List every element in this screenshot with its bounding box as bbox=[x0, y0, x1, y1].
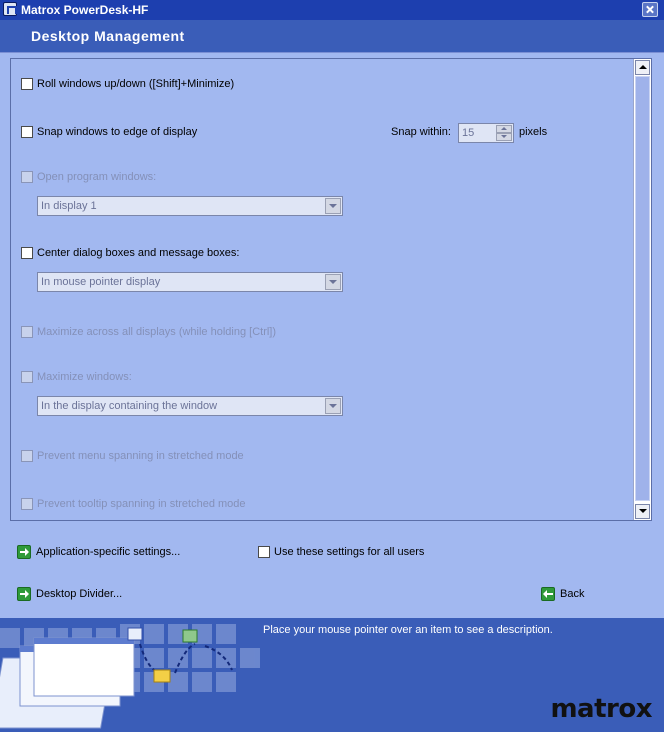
description-text: Place your mouse pointer over an item to see a description. bbox=[263, 624, 553, 636]
maximize-across-label: Maximize across all displays (while holding [Ctrl]) bbox=[37, 326, 277, 338]
prevent-tooltip-label: Prevent tooltip spanning in stretched mode bbox=[37, 498, 246, 510]
prevent-tooltip-checkbox bbox=[21, 498, 33, 510]
roll-windows-option[interactable] bbox=[21, 78, 234, 90]
roll-windows-checkbox[interactable] bbox=[21, 78, 33, 90]
maximize-windows-option bbox=[21, 371, 132, 383]
roll-windows-label: Roll windows up/down ([Shift]+Minimize) bbox=[37, 78, 235, 90]
snap-within-value: 15 bbox=[462, 127, 475, 139]
spin-down-icon[interactable] bbox=[496, 133, 512, 141]
center-dialogs-select bbox=[37, 272, 343, 292]
center-dialogs-value: In mouse pointer display bbox=[41, 276, 161, 288]
maximize-across-option bbox=[21, 326, 276, 338]
open-program-windows-select bbox=[37, 196, 343, 216]
app-specific-settings-label: Application-specific settings... bbox=[36, 546, 181, 558]
back-label: Back bbox=[560, 588, 585, 600]
prevent-menu-checkbox bbox=[21, 450, 33, 462]
center-dialogs-checkbox[interactable] bbox=[21, 247, 33, 259]
arrow-right-icon bbox=[17, 587, 31, 601]
footer bbox=[0, 618, 664, 732]
scroll-down-icon[interactable] bbox=[635, 504, 650, 519]
desktop-divider-button[interactable] bbox=[17, 587, 122, 601]
open-program-windows-value: In display 1 bbox=[41, 200, 97, 212]
open-program-windows-checkbox bbox=[21, 171, 33, 183]
all-users-checkbox[interactable] bbox=[258, 546, 270, 558]
arrow-right-icon bbox=[17, 545, 31, 559]
maximize-windows-value: In the display containing the window bbox=[41, 400, 218, 412]
snap-windows-checkbox[interactable] bbox=[21, 126, 33, 138]
scroll-up-icon[interactable] bbox=[635, 60, 650, 75]
content-area bbox=[0, 52, 664, 618]
windows-illustration-icon bbox=[0, 618, 260, 732]
window-title: Matrox PowerDesk-HF bbox=[21, 3, 149, 17]
section-header bbox=[0, 20, 664, 52]
app-specific-settings-button[interactable] bbox=[17, 545, 180, 559]
all-users-label: Use these settings for all users bbox=[274, 546, 425, 558]
center-dialogs-label: Center dialog boxes and message boxes: bbox=[37, 247, 240, 259]
snap-windows-option[interactable] bbox=[21, 126, 197, 138]
vertical-scrollbar[interactable] bbox=[633, 59, 651, 520]
snap-within-label: Snap within: bbox=[391, 126, 451, 138]
open-program-windows-label: Open program windows: bbox=[37, 171, 157, 183]
maximize-windows-select bbox=[37, 396, 343, 416]
options-panel bbox=[10, 58, 652, 521]
options-list bbox=[11, 59, 633, 520]
matrox-logo: matrox bbox=[550, 694, 652, 724]
maximize-across-checkbox bbox=[21, 326, 33, 338]
maximize-windows-label: Maximize windows: bbox=[37, 371, 132, 383]
chevron-down-icon bbox=[325, 198, 341, 214]
close-icon[interactable] bbox=[642, 2, 658, 17]
spin-up-icon[interactable] bbox=[496, 125, 512, 133]
scroll-thumb[interactable] bbox=[635, 76, 650, 501]
app-icon bbox=[3, 2, 17, 16]
arrow-left-icon bbox=[541, 587, 555, 601]
pixels-label: pixels bbox=[519, 126, 548, 138]
chevron-down-icon bbox=[325, 274, 341, 290]
spinner-buttons bbox=[496, 125, 512, 141]
center-dialogs-option[interactable] bbox=[21, 247, 239, 259]
open-program-windows-option bbox=[21, 171, 156, 183]
page-title: Desktop Management bbox=[31, 28, 185, 44]
chevron-down-icon bbox=[325, 398, 341, 414]
all-users-option[interactable] bbox=[258, 546, 424, 558]
maximize-windows-checkbox bbox=[21, 371, 33, 383]
prevent-tooltip-option bbox=[21, 498, 246, 510]
snap-within-spinner[interactable] bbox=[458, 123, 514, 143]
snap-windows-label: Snap windows to edge of display bbox=[37, 126, 198, 138]
prevent-menu-option bbox=[21, 450, 244, 462]
title-bar bbox=[0, 0, 664, 20]
back-button[interactable] bbox=[541, 587, 584, 601]
desktop-divider-label: Desktop Divider... bbox=[36, 588, 123, 600]
prevent-menu-label: Prevent menu spanning in stretched mode bbox=[37, 450, 244, 462]
